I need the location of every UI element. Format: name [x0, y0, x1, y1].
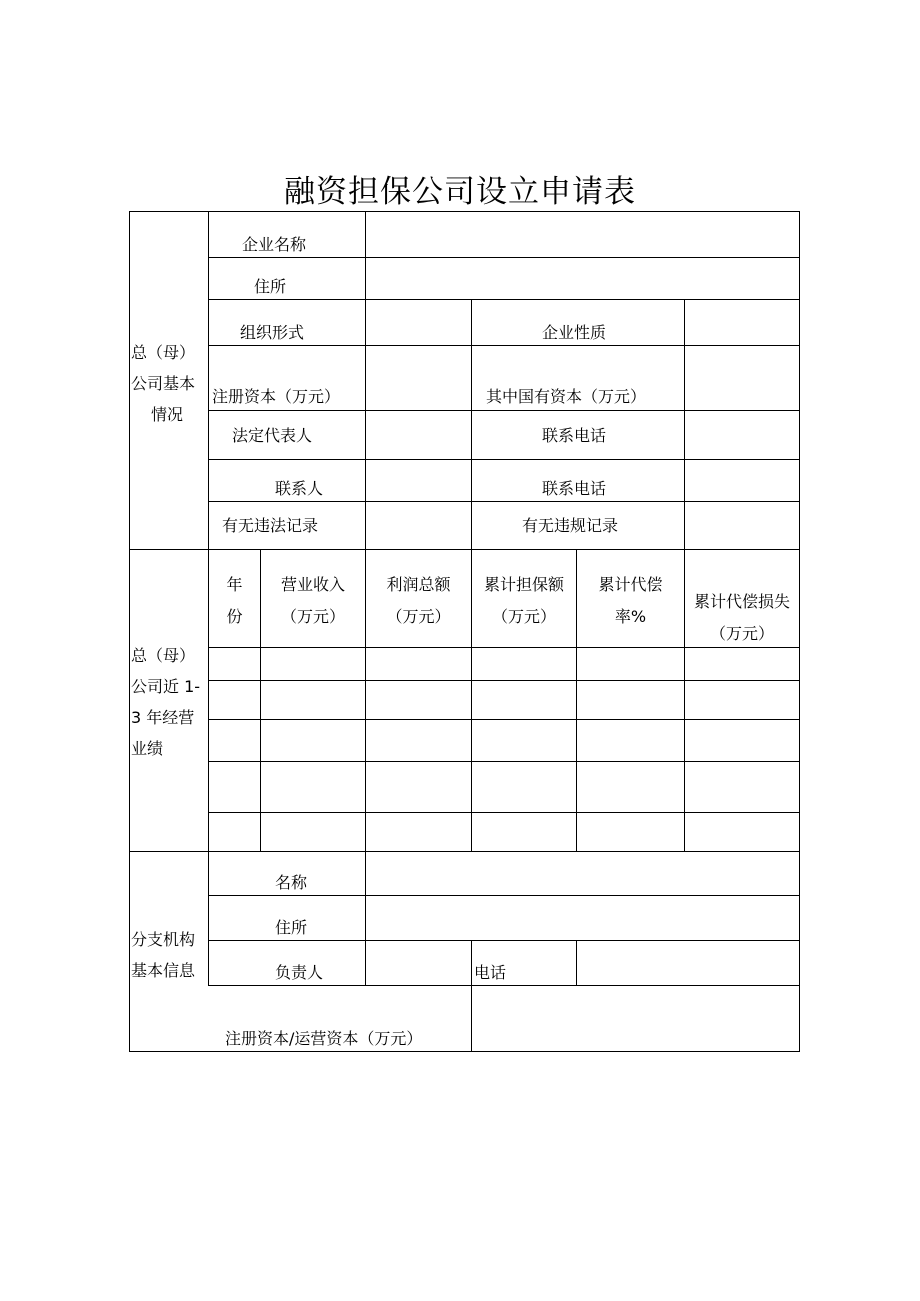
company-name-label: 企业名称	[242, 235, 307, 254]
branch-manager-label: 负责人	[275, 963, 324, 982]
branch-address-label: 住所	[275, 918, 308, 937]
table-border-left	[129, 211, 130, 1052]
section-divider	[129, 549, 800, 550]
row-line	[208, 812, 800, 813]
label-line: 总（母）	[131, 646, 196, 665]
header-compensation-rate	[577, 569, 684, 633]
state-capital-label: 其中国有资本（万元）	[486, 387, 647, 406]
contact-field[interactable]	[366, 460, 471, 501]
header-line: 率%	[614, 607, 647, 626]
header-line: （万元）	[709, 624, 774, 643]
phone-field-1[interactable]	[685, 411, 799, 459]
contact-label: 联系人	[275, 479, 324, 498]
branch-capital-field[interactable]	[472, 986, 799, 1051]
org-form-label: 组织形式	[240, 323, 305, 342]
page-title: 融资担保公司设立申请表	[284, 174, 636, 210]
header-line: 累计代偿损失	[693, 592, 790, 611]
company-name-field[interactable]	[366, 212, 799, 257]
header-compensation-loss	[685, 586, 799, 650]
state-capital-field[interactable]	[685, 346, 799, 410]
phone-label-1: 联系电话	[542, 426, 607, 445]
legal-rep-label: 法定代表人	[232, 426, 313, 445]
header-total-profit	[366, 569, 471, 633]
label-line: 业绩	[131, 739, 164, 758]
branch-capital-label: 注册资本/运营资本（万元）	[225, 1029, 423, 1048]
row-line	[208, 719, 800, 720]
enterprise-nature-field[interactable]	[685, 300, 799, 345]
violation-record-label: 有无违规记录	[522, 516, 619, 535]
section-label-operating-performance	[131, 640, 209, 764]
illegal-record-label: 有无违法记录	[222, 516, 319, 535]
section-label-branch-info	[131, 924, 209, 986]
registered-capital-field[interactable]	[366, 346, 471, 410]
header-year	[209, 569, 260, 633]
address-label: 住所	[254, 277, 287, 296]
branch-name-field[interactable]	[366, 852, 799, 895]
section-label-parent-company-basic	[131, 337, 209, 430]
label-line: 公司近 1-	[131, 677, 201, 696]
header-line: 累计担保额	[483, 575, 564, 594]
label-line: 3 年经营	[131, 708, 195, 727]
table-border-right	[799, 211, 800, 1052]
label-line: 情况	[151, 405, 184, 424]
label-line: 公司基本	[131, 374, 196, 393]
phone-label-2: 联系电话	[542, 479, 607, 498]
enterprise-nature-label: 企业性质	[542, 323, 607, 342]
row-line	[208, 680, 800, 681]
legal-rep-field[interactable]	[366, 411, 471, 459]
header-line: （万元）	[491, 607, 556, 626]
header-line: 份	[226, 607, 243, 626]
label-line: 基本信息	[131, 961, 196, 980]
branch-phone-field[interactable]	[577, 941, 799, 985]
branch-manager-field[interactable]	[366, 941, 471, 985]
header-line: 营业收入	[280, 575, 345, 594]
org-form-field[interactable]	[366, 300, 471, 345]
label-line: 总（母）	[131, 343, 196, 362]
header-line: 利润总额	[386, 575, 451, 594]
header-revenue	[261, 569, 365, 633]
row-line	[208, 761, 800, 762]
branch-phone-label: 电话	[474, 963, 507, 982]
address-field[interactable]	[366, 258, 799, 299]
header-cumulative-guarantee	[472, 569, 576, 633]
label-line: 分支机构	[131, 930, 196, 949]
violation-record-field[interactable]	[685, 502, 799, 549]
registered-capital-label: 注册资本（万元）	[212, 387, 341, 406]
phone-field-2[interactable]	[685, 460, 799, 501]
branch-address-field[interactable]	[366, 896, 799, 940]
col-line	[471, 299, 472, 549]
illegal-record-field[interactable]	[366, 502, 471, 549]
branch-name-label: 名称	[275, 873, 308, 892]
header-line: 年	[226, 575, 243, 594]
header-line: 累计代偿	[598, 575, 663, 594]
header-line: （万元）	[386, 607, 451, 626]
header-line: （万元）	[280, 607, 345, 626]
